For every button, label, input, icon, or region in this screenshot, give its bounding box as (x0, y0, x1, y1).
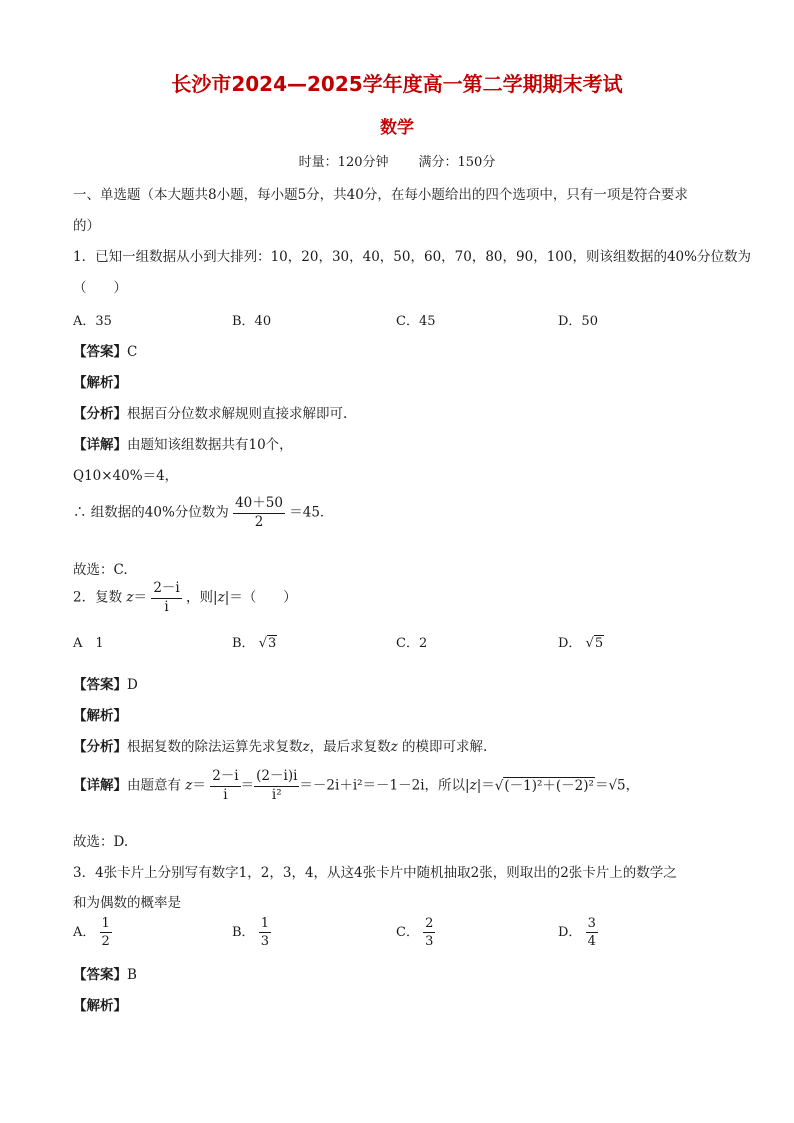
conclusion-suffix: ＝45． (289, 504, 334, 521)
fraction-numerator: 3 (587, 916, 596, 931)
fraction-numerator: 2－i (210, 770, 240, 787)
fraction-numerator: 2－i (151, 582, 181, 599)
fenxi-text-c: 的模即可求解. (397, 739, 488, 755)
q1-calc: Q10×40%＝4， (73, 468, 179, 484)
fraction (233, 497, 285, 529)
fenxi-text-a: 根据复数的除法运算先求复数 (127, 739, 303, 755)
answer-value: B (127, 967, 137, 983)
q2-stem-prefix: 2．复数 (73, 589, 123, 606)
option-label: B． (232, 636, 255, 651)
fenxi-tag: 【分析】 (73, 739, 127, 755)
fraction-numerator: 1 (260, 916, 269, 931)
q1-conclusion (73, 497, 333, 529)
q3-option-c (396, 917, 435, 948)
radicand: 5 (594, 636, 604, 651)
sqrt: √3 (258, 636, 277, 651)
abs-z: |z| (465, 777, 482, 794)
xiangjie-text: 由题意有 (127, 777, 181, 794)
answer-tag: 【答案】 (73, 344, 127, 360)
fraction (586, 917, 598, 948)
variable-z: z (390, 739, 398, 755)
section-heading-line2: 的） (73, 218, 100, 234)
fraction-numerator: 2 (425, 916, 434, 931)
q1-fenxi (73, 402, 347, 422)
q3-option-d (558, 917, 598, 948)
answer-value: C (127, 344, 138, 360)
expression-tail: ＝√5， (594, 777, 640, 794)
fraction-denominator: i² (271, 786, 282, 803)
q1-option-a: A．35 (73, 314, 112, 329)
q1-option-c: C．45 (396, 314, 436, 329)
q2-stem (73, 582, 297, 614)
q1-stem-line1: 1．已知一组数据从小到大排列：10，20，30，40，50，60，70，80，90，100，则该组数据的40%分位数为 (73, 249, 751, 265)
answer-tag: 【答案】 (73, 967, 127, 983)
equals: ＝ (192, 777, 206, 794)
q2-answer (73, 673, 138, 693)
fraction-numerator: 40＋50 (233, 497, 285, 514)
q2-option-d (558, 632, 604, 651)
abs-z: |z| (213, 589, 230, 606)
q2-stem-end: ＝（ ） (229, 589, 297, 606)
fraction-numerator: (2－i)i (254, 770, 299, 787)
q1-answer (73, 340, 137, 360)
radicand: (－1)²＋(－2)² (504, 777, 594, 794)
q1-choose: 故选：C. (73, 562, 128, 578)
xiangjie-tag: 【详解】 (73, 777, 127, 794)
fraction (254, 770, 299, 802)
q1-option-d: D．50 (558, 314, 598, 329)
option-label: C． (396, 925, 419, 940)
xiangjie-tag: 【详解】 (73, 437, 127, 453)
q2-xiangjie (73, 770, 639, 802)
q2-analysis-tag: 【解析】 (73, 708, 127, 724)
fraction-denominator: 2 (101, 934, 110, 949)
fraction-denominator: i (223, 786, 228, 803)
fraction-denominator: 4 (587, 934, 596, 949)
q3-answer (73, 963, 137, 983)
fenxi-tag: 【分析】 (73, 406, 127, 422)
q3-stem-line2: 和为偶数的概率是 (73, 895, 181, 911)
q3-analysis-tag: 【解析】 (73, 998, 127, 1014)
fraction (259, 917, 271, 948)
fraction (210, 770, 240, 802)
q2-option-a: A 1 (73, 636, 104, 651)
fraction (100, 917, 112, 948)
fraction-denominator: 3 (425, 934, 434, 949)
equals: ＝ (240, 777, 255, 794)
sqrt: √(－1)²＋(－2)² (494, 777, 594, 794)
q3-option-b (232, 917, 271, 948)
page-title: 长沙市2024—2025学年度高一第二学期期末考试 (171, 72, 623, 96)
fenxi-text-b: ，最后求复数 (309, 739, 391, 755)
fraction-denominator: 3 (260, 934, 269, 949)
subject-title: 数学 (380, 118, 414, 138)
xiangjie-text: 由题知该组数据共有10个， (127, 437, 293, 453)
q1-stem-line2: （ ） (73, 280, 127, 296)
sqrt: √5 (585, 636, 604, 651)
fraction-denominator: i (164, 598, 169, 615)
full-score: 满分：150分 (418, 155, 496, 170)
fraction-numerator: 1 (101, 916, 110, 931)
so-text: ，所以 (424, 777, 466, 794)
variable-z: z (126, 589, 134, 606)
fraction (423, 917, 435, 948)
option-label: A． (73, 925, 96, 940)
variable-z: z (185, 777, 193, 794)
q2-fenxi (73, 735, 487, 755)
option-label: D． (558, 925, 582, 940)
time-limit: 时量：120分钟 (298, 155, 389, 170)
q3-stem-line1: 3．4张卡片上分别写有数字1，2，3，4，从这4张卡片中随机抽取2张，则取出的2张卡片上的数学之 (73, 865, 677, 881)
exam-info (0, 151, 794, 170)
equals: ＝ (481, 777, 495, 794)
expression-mid: ＝－2i＋i²＝－1－2i (299, 777, 425, 794)
option-label: D． (558, 636, 582, 651)
q2-stem-suffix: ，则 (186, 589, 214, 606)
radicand: 3 (268, 636, 277, 651)
q2-option-b (232, 632, 277, 651)
q1-analysis-tag: 【解析】 (73, 375, 127, 391)
equals: ＝ (133, 589, 148, 606)
q2-choose: 故选：D. (73, 834, 129, 850)
conclusion-prefix: ∴ 组数据的40%分位数为 (73, 504, 229, 521)
fraction (151, 582, 181, 614)
q1-option-b: B．40 (232, 314, 272, 329)
section-heading-line1: 一、单选题（本大题共8小题，每小题5分，共40分，在每小题给出的四个选项中，只有一项是符合要求 (73, 187, 688, 203)
variable-z: z (302, 739, 310, 755)
q3-option-a (73, 917, 112, 948)
q2-option-c: C．2 (396, 636, 428, 651)
option-label: B． (232, 925, 255, 940)
q1-xiangjie (73, 433, 293, 453)
answer-tag: 【答案】 (73, 677, 127, 693)
fenxi-text: 根据百分位数求解规则直接求解即可. (127, 406, 348, 422)
fraction-denominator: 2 (254, 513, 264, 530)
answer-value: D (127, 677, 138, 693)
